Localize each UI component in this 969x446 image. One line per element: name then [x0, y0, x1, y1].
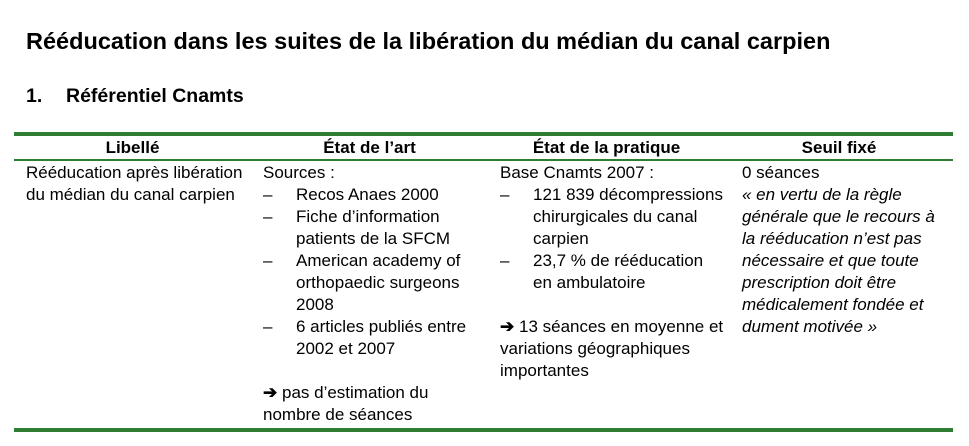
- list-item: – American academy of orthopaedic surgeons 2008: [263, 250, 488, 316]
- header-etat-pratique: État de la pratique: [532, 138, 681, 157]
- list-item: – Recos Anaes 2000: [263, 184, 488, 206]
- table-header-row: [14, 136, 953, 161]
- cell-seuil: [725, 162, 953, 426]
- cell-etat-pratique: [488, 162, 725, 426]
- section-heading: [26, 85, 244, 108]
- cell-etat-art: [251, 162, 488, 426]
- seuil-quote: « en vertu de la règle générale que le recours à la rééducation n’est pas nécessaire et que toute prescription doit être médicalement fondée et dument motivée »: [742, 185, 935, 336]
- cell-libelle: Rééducation après libération du médian du canal carpien: [26, 163, 243, 204]
- table-row: [14, 161, 953, 428]
- list-item: – 6 articles publiés entre 2002 et 2007: [263, 316, 488, 360]
- document-title: Rééducation dans les suites de la libération du médian du canal carpien: [26, 28, 831, 54]
- section-label: Référentiel Cnamts: [66, 85, 244, 107]
- list-item: – Fiche d’information patients de la SFCM: [263, 206, 488, 250]
- section-number: 1.: [26, 85, 43, 107]
- list-item: – 121 839 décompressions chirurgicales du canal carpien: [500, 184, 725, 250]
- header-libelle: Libellé: [105, 138, 160, 157]
- etat-pratique-conclusion: [500, 316, 725, 382]
- etat-art-conclusion-text: pas d’estimation du nombre de séances: [263, 383, 429, 424]
- etat-pratique-conclusion-text: 13 séances en moyenne et variations géographiques importantes: [500, 317, 724, 380]
- arrow-right-icon: ➔: [263, 383, 278, 402]
- seuil-value: 0 séances: [742, 163, 820, 182]
- list-item: – 23,7 % de rééducation en ambulatoire: [500, 250, 725, 294]
- referentiel-table: [14, 132, 953, 432]
- header-seuil: Seuil fixé: [801, 138, 877, 157]
- etat-art-intro: Sources :: [263, 163, 335, 182]
- etat-art-conclusion: [263, 382, 488, 426]
- etat-pratique-intro: Base Cnamts 2007 :: [500, 163, 655, 182]
- etat-art-sources-list: [263, 184, 488, 360]
- etat-pratique-list: [500, 184, 725, 294]
- header-etat-art: État de l’art: [323, 138, 416, 157]
- arrow-right-icon: ➔: [500, 317, 515, 336]
